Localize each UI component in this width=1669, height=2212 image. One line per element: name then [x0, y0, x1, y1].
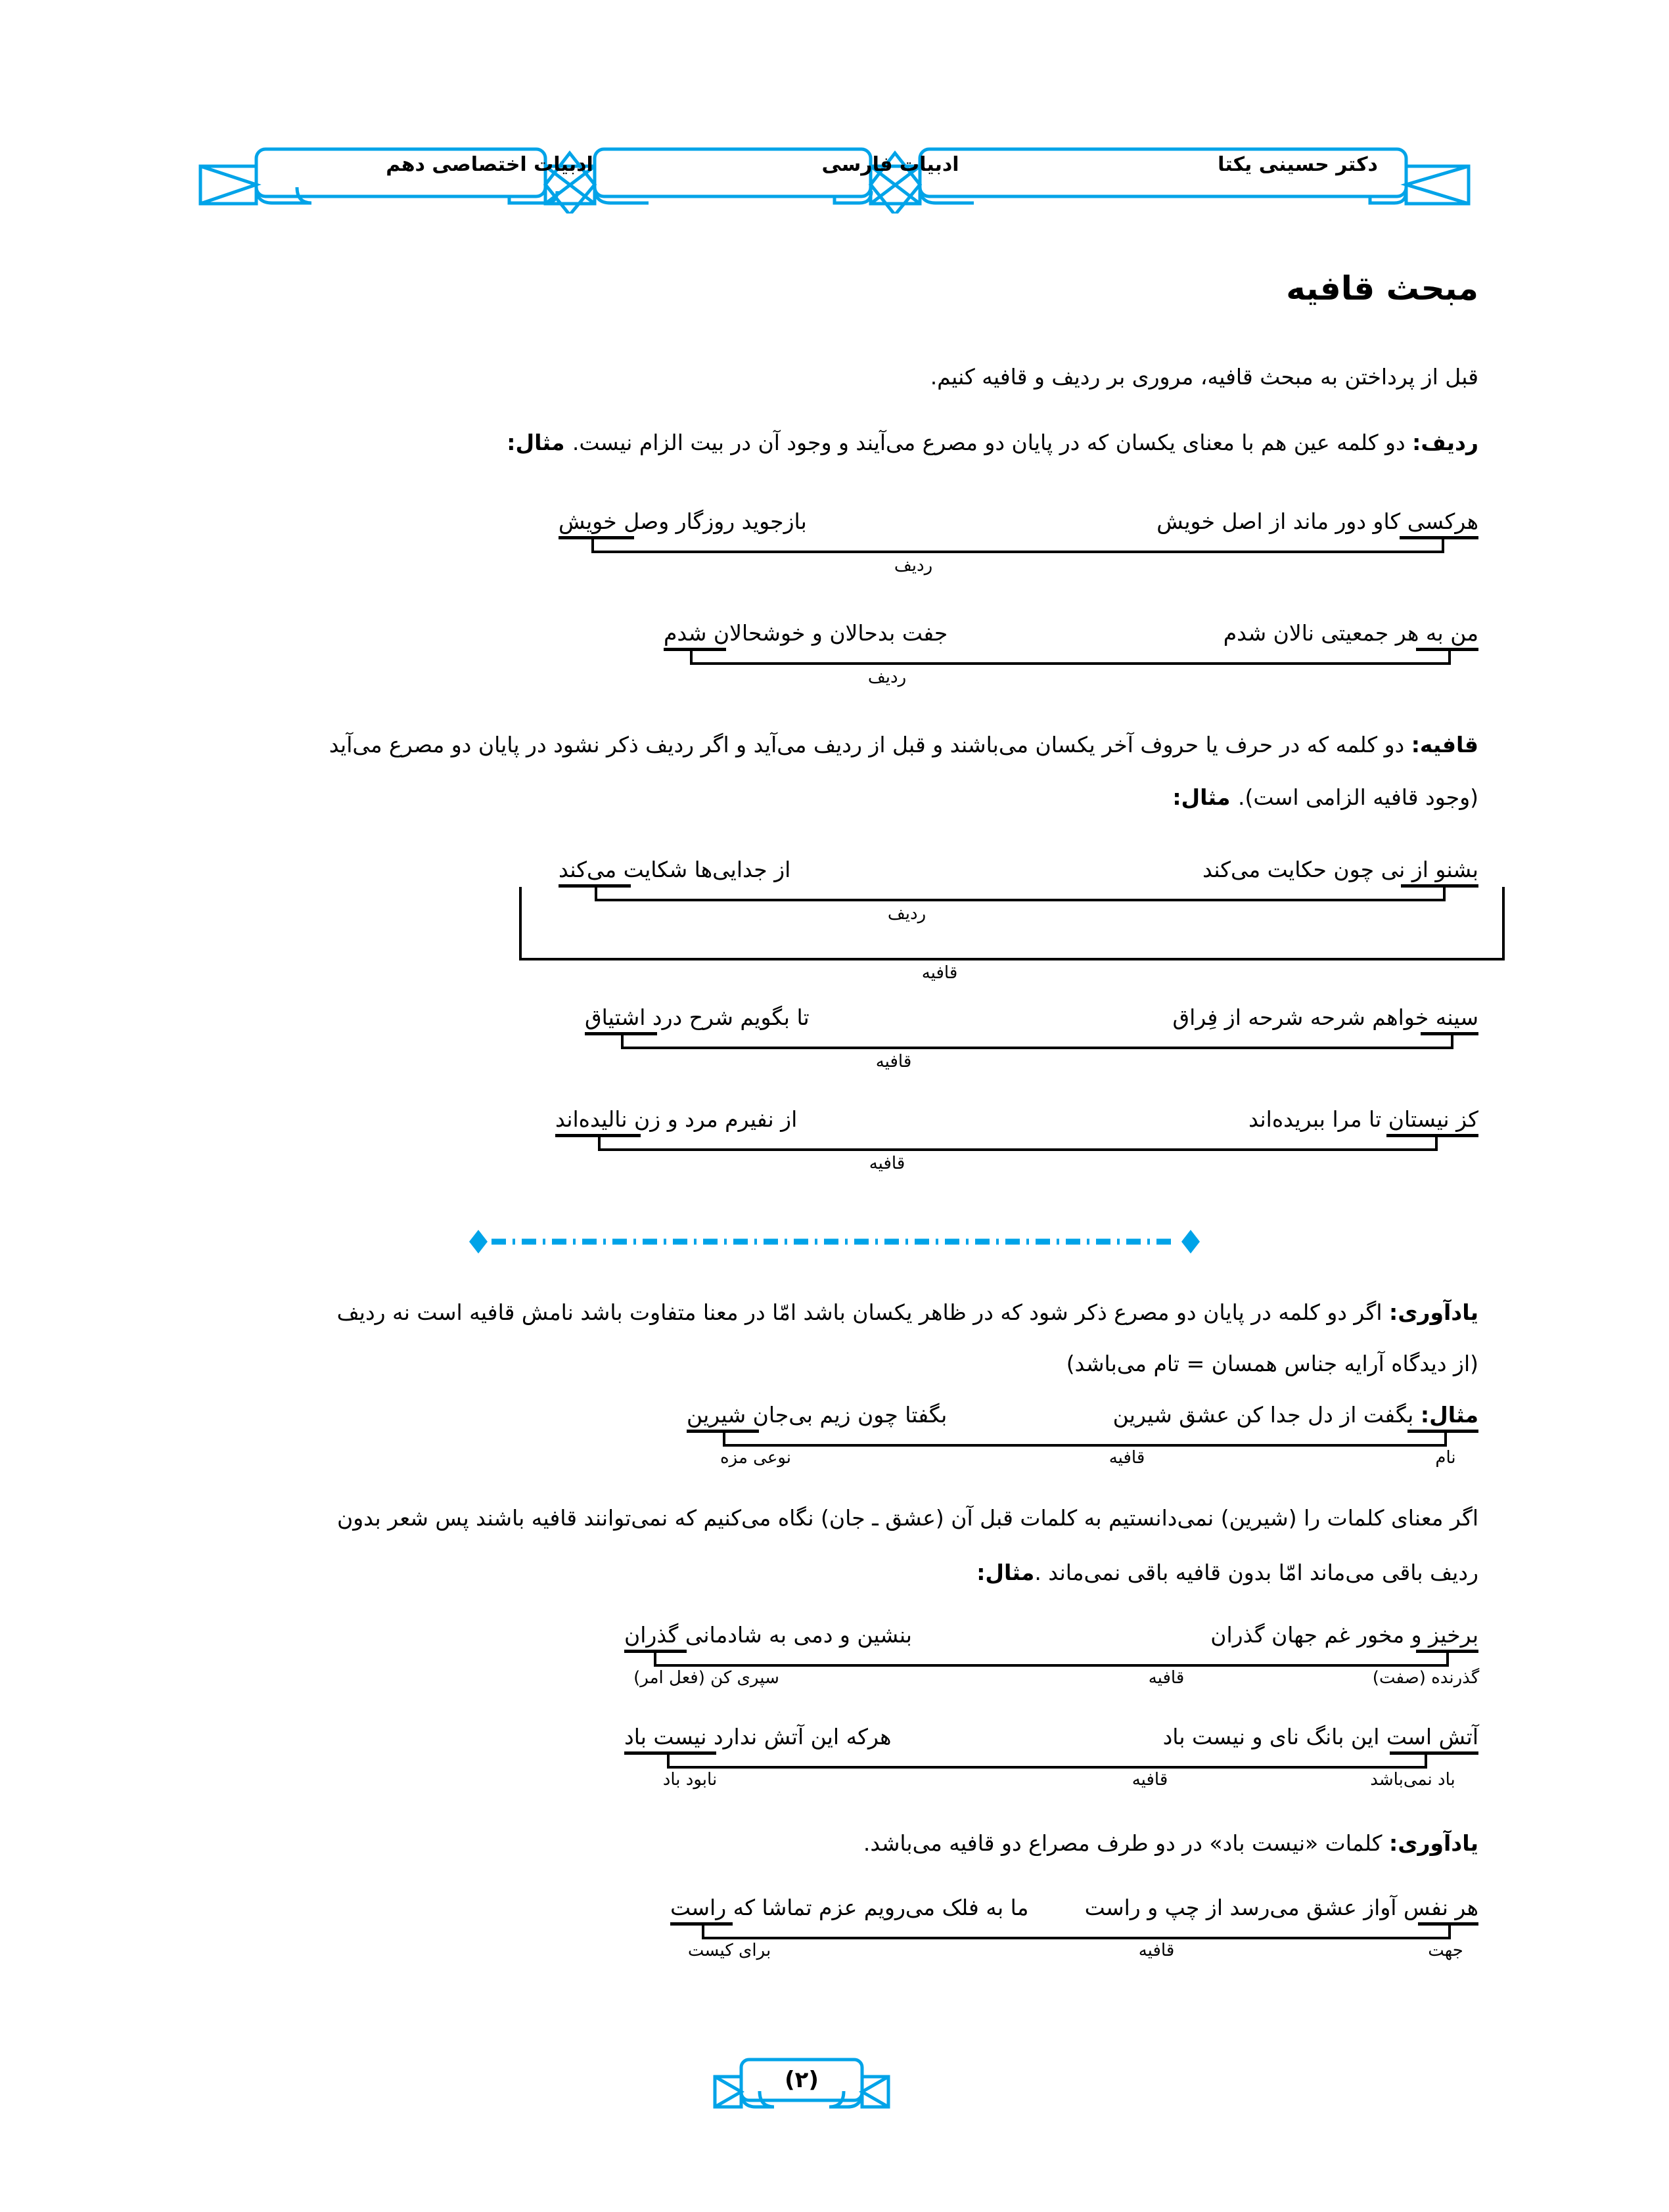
radif-definition	[507, 426, 1478, 459]
nistbad-example	[191, 1721, 1478, 1790]
intro-paragraph: قبل از پرداختن به مبحث قافیه، مروری بر ردیف و قافیه کنیم.	[930, 364, 1478, 390]
note-2	[863, 1826, 1478, 1860]
qafiye-definition-line1	[329, 728, 1478, 761]
qafiye-bracket	[667, 1754, 1427, 1769]
hemistich-right-text: من به هر جمعیتی نالان شدم	[1223, 620, 1478, 646]
radif-bracket	[690, 650, 1451, 665]
label-name: نام	[1435, 1448, 1456, 1468]
hemistich-left-text: تا بگویم شرح درد اشتیاق	[585, 1004, 810, 1030]
note-2-text: کلمات «نیست باد» در دو طرف مصراع دو قافیه می‌باشد.	[863, 1830, 1390, 1856]
note-2-term: یادآوری:	[1389, 1830, 1478, 1856]
hemistich-right	[1210, 1619, 1478, 1651]
hemistich-left-text: ما به فلک می‌رویم عزم تماشا که راست	[670, 1895, 1029, 1920]
shirin-example	[191, 1399, 1478, 1468]
qafiye-bracket	[654, 1652, 1449, 1667]
hemistich-right	[1113, 1399, 1478, 1431]
radif-example-2	[191, 618, 1478, 687]
hemistich-left-text: از نفیرم مرد و زن نالیده‌اند	[555, 1106, 798, 1132]
hemistich-left-text: بازجوید روزگار وصل خویش	[559, 508, 807, 534]
label-direction: جهت	[1428, 1941, 1463, 1960]
hemistich-left-text: بگفتا چون زیم بی‌جان شیرین	[687, 1402, 948, 1428]
header-tab-subject: ادبیات فارسی	[821, 153, 959, 176]
page-number: (۲)	[785, 2067, 819, 2093]
label-qafiye: قافیه	[1148, 1668, 1185, 1688]
shirin-paragraph-line1: اگر معنای کلمات را (شیرین) نمی‌دانستیم به کلمات قبل آن (عشق ـ جان) نگاه می‌کنیم که نمی‌توانند قافیه باشند پس شعر بدون	[336, 1505, 1478, 1531]
hemistich-left	[664, 618, 948, 649]
qafiye-definition-text: دو کلمه که در حرف یا حروف آخر یکسان می‌باشند و قبل از ردیف می‌آید و اگر ردیف ذکر نشود در پایان دو مصرع می‌آید	[329, 732, 1411, 757]
hemistich-left	[624, 1619, 912, 1651]
hemistich-right-text: برخیز و مخور غم جهان گذران	[1210, 1622, 1478, 1648]
hemistich-right-text: کز نیستان تا مرا ببریده‌اند	[1248, 1106, 1478, 1132]
header-tab-author: دکتر حسینی یکتا	[1218, 153, 1378, 176]
note-1-term: یادآوری:	[1389, 1299, 1478, 1325]
hemistich-right-text: سینه خواهم شرحه شرحه از فِراق	[1172, 1004, 1478, 1030]
hemistich-left	[687, 1399, 947, 1431]
section-divider	[460, 1229, 1209, 1255]
rast-example	[191, 1892, 1478, 1960]
radif-bracket	[591, 539, 1444, 553]
hemistich-left-text: جفت بدحالان و خوشحالان شدم	[664, 620, 948, 646]
radif-definition-text: دو کلمه عین هم با معنای یکسان که در پایان دو مصرع می‌آیند و وجود آن در بیت الزام نیست.	[572, 430, 1413, 455]
hemistich-left	[555, 1104, 797, 1135]
label-imperative: سپری کن (فعل امر)	[633, 1668, 779, 1688]
qafiye-definition-text-2: (وجود قافیه الزامی است).	[1237, 784, 1478, 810]
hemistich-right	[1173, 1002, 1478, 1033]
hemistich-right	[1248, 1104, 1478, 1135]
hemistich-left	[559, 854, 790, 886]
label-meaning: نوعی مزه	[720, 1448, 791, 1468]
hemistich-left-text: بنشین و دمی به شادمانی گذران	[624, 1622, 912, 1648]
shirin-paragraph-example-label: مثال:	[976, 1560, 1035, 1585]
hemistich-right	[1085, 1892, 1478, 1924]
shirin-example-label: مثال:	[1420, 1402, 1478, 1428]
hemistich-right-text: هرکسی کاو دور ماند از اصل خویش	[1156, 508, 1478, 534]
hemistich-left-text: از جدایی‌ها شکایت می‌کند	[559, 857, 791, 882]
qafiye-bracket	[702, 1925, 1451, 1939]
qafiye-example-1	[191, 854, 1478, 983]
qafiye-bracket-label: قافیه	[875, 1052, 912, 1072]
gozaran-example	[191, 1619, 1480, 1688]
shirin-paragraph-line2	[976, 1556, 1478, 1589]
hemistich-right	[1223, 618, 1478, 649]
hemistich-right	[1202, 854, 1478, 886]
label-meaning-left: نابود باد	[662, 1770, 718, 1790]
hemistich-right	[1163, 1721, 1478, 1753]
hemistich-left	[559, 506, 807, 537]
note-1-text: اگر دو کلمه در پایان دو مصرع ذکر شود که در ظاهر یکسان باشد امّا در معنا متفاوت باشد نامش قافیه است نه ردیف	[336, 1299, 1390, 1325]
qafiye-bracket-label: قافیه	[921, 963, 958, 983]
qafiye-term: قافیه:	[1411, 732, 1478, 757]
hemistich-right-text: بگفت از دل جدا کن عشق شیرین	[1112, 1402, 1421, 1428]
label-adjective: گذرنده (صفت)	[1372, 1668, 1480, 1688]
footer-page-ribbon	[710, 2053, 894, 2119]
qafiye-bracket	[519, 887, 1505, 960]
qafiye-example-3	[191, 1104, 1478, 1173]
hemistich-right	[1156, 506, 1478, 537]
hemistich-right-text: هر نفس آواز عشق می‌رسد از چپ و راست	[1084, 1895, 1478, 1920]
radif-bracket-label: ردیف	[887, 904, 926, 924]
label-for-whom: برای کیست	[687, 1941, 771, 1960]
diamond-left-icon	[469, 1230, 488, 1253]
radif-bracket-label: ردیف	[867, 667, 907, 687]
note-1-line1	[337, 1296, 1478, 1329]
label-qafiye: قافیه	[1138, 1941, 1175, 1960]
label-qafiye: قافیه	[1132, 1770, 1168, 1790]
qafiye-definition-line2	[1172, 780, 1478, 814]
radif-bracket-label: ردیف	[894, 556, 933, 576]
hemistich-left	[585, 1002, 810, 1033]
hemistich-right-text: بشنو از نی چون حکایت می‌کند	[1202, 857, 1478, 882]
shirin-paragraph-text: ردیف باقی می‌ماند امّا بدون قافیه باقی نمی‌ماند .	[1034, 1560, 1478, 1585]
radif-example-1	[191, 506, 1478, 576]
qafiye-bracket	[723, 1432, 1447, 1447]
header-ribbon-banner	[194, 141, 1475, 214]
hemistich-left-text: هرکه این آتش ندارد نیست باد	[624, 1724, 892, 1749]
radif-example-label: مثال:	[507, 430, 572, 455]
note-1-line2: (از دیدگاه آرایه جناس همسان = تام می‌باشد)	[1066, 1351, 1478, 1376]
hemistich-left	[670, 1892, 1028, 1924]
radif-term: ردیف:	[1412, 430, 1478, 455]
divider-graphic	[460, 1229, 1209, 1255]
qafiye-bracket	[621, 1035, 1453, 1049]
header-tab-course: ادبیات اختصاصی دهم	[386, 153, 593, 176]
label-qafiye: قافیه	[1109, 1448, 1145, 1468]
hemistich-left	[624, 1721, 892, 1753]
hemistich-right-text: آتش است این بانگ نای و نیست باد	[1162, 1724, 1478, 1749]
label-meaning-right: باد نمی‌باشد	[1370, 1770, 1455, 1790]
page-title: مبحث قافیه	[1286, 269, 1478, 307]
qafiye-bracket-label: قافیه	[869, 1154, 905, 1173]
qafiye-example-label: مثال:	[1172, 784, 1238, 810]
qafiye-bracket	[598, 1137, 1438, 1151]
qafiye-example-2	[191, 1002, 1478, 1072]
diamond-right-icon	[1181, 1230, 1200, 1253]
